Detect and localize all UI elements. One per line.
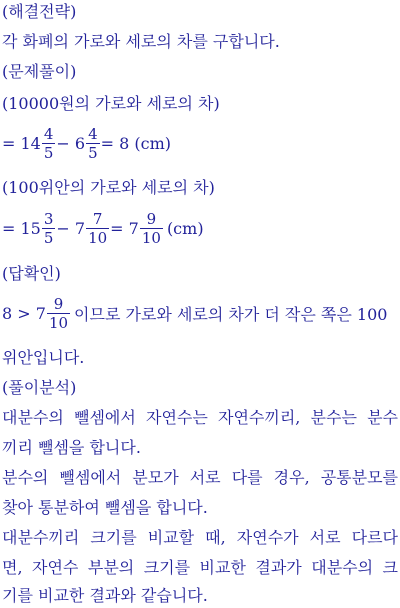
fraction <box>42 210 56 247</box>
formula-minus: − 7 <box>56 218 86 238</box>
fraction <box>86 210 109 247</box>
coin-100-formula <box>2 205 204 251</box>
fraction <box>86 125 100 162</box>
formula-lead: = 15 <box>2 218 41 238</box>
coin-100-heading: (100위안의 가로와 세로의 차) <box>2 178 215 197</box>
formula-equals: = 7 <box>110 218 139 238</box>
denominator: 10 <box>88 228 108 247</box>
numerator: 3 <box>43 209 54 228</box>
formula-result: = 8 (cm) <box>100 133 171 153</box>
analysis-line: 대분수끼리 크기를 비교할 때, 자연수가 서로 다르다 <box>2 528 398 547</box>
answer-lead: 8 > 7 <box>2 303 46 323</box>
bill-10000-formula <box>2 120 171 166</box>
answer-heading: (답확인) <box>2 264 61 283</box>
denominator: 10 <box>48 313 69 332</box>
analysis-line: 찾아 통분하여 뺄셈을 합니다. <box>2 498 208 517</box>
numerator: 7 <box>92 209 103 228</box>
analysis-line: 대분수의 뺄셈에서 자연수는 자연수끼리, 분수는 분수 <box>2 408 398 427</box>
numerator: 4 <box>88 124 98 143</box>
analysis-line: 분수의 뺄셈에서 분모가 서로 다를 경우, 공통분모를 <box>2 468 398 487</box>
denominator: 5 <box>43 228 54 247</box>
analysis-heading: (풀이분석) <box>2 378 77 397</box>
bill-10000-heading: (10000원의 가로와 세로의 차) <box>2 94 220 113</box>
numerator: 9 <box>146 209 157 228</box>
analysis-line: 끼리 뺄셈을 합니다. <box>2 438 141 457</box>
analysis-line: 기를 비교한 결과와 같습니다. <box>2 586 208 605</box>
solution-heading: (문제풀이) <box>2 62 77 81</box>
fraction <box>47 295 70 332</box>
answer-line <box>2 290 398 336</box>
formula-minus: − 6 <box>56 133 86 153</box>
fraction <box>140 210 163 247</box>
formula-lead: = 14 <box>2 133 41 153</box>
numerator: 9 <box>53 294 64 313</box>
denominator: 5 <box>43 143 54 162</box>
numerator: 4 <box>43 124 54 143</box>
answer-rest: 이므로 가로와 세로의 차가 더 작은 쪽은 100 <box>74 304 388 324</box>
fraction <box>42 125 56 162</box>
denominator: 10 <box>141 228 161 247</box>
analysis-line: 면, 자연수 부분의 크기를 비교한 결과가 대분수의 크 <box>2 558 398 577</box>
answer-line-2: 위안입니다. <box>2 348 85 367</box>
formula-unit: (cm) <box>166 218 204 238</box>
strategy-heading: (해결전략) <box>2 2 77 21</box>
denominator: 5 <box>88 143 98 162</box>
strategy-text: 각 화폐의 가로와 세로의 차를 구합니다. <box>2 32 280 51</box>
